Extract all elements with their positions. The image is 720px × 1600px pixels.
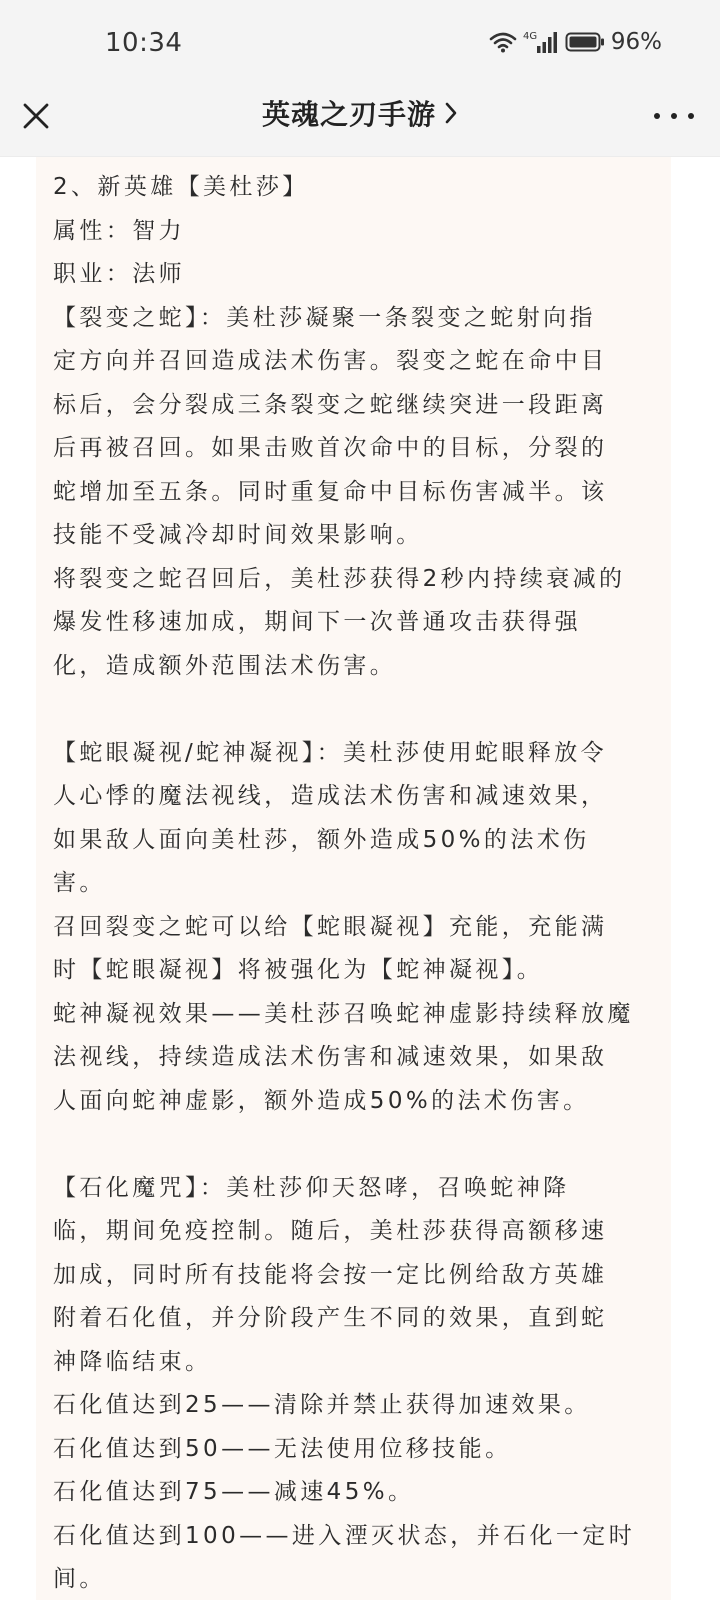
status-indicators xyxy=(489,29,662,55)
article-line: 附着石化值，并分阶段产生不同的效果，直到蛇 xyxy=(53,1305,608,1331)
article-line: 人心悸的魔法视线，造成法术伤害和减速效果， xyxy=(53,783,608,809)
article-line: 属性：智力 xyxy=(53,217,185,244)
article-line: 神降临结束。 xyxy=(53,1348,212,1375)
article-line: 时【蛇眼凝视】将被强化为【蛇神凝视】。 xyxy=(53,957,544,983)
article-line: 爆发性移速加成，期间下一次普通攻击获得强 xyxy=(53,609,581,635)
article-line: 害。 xyxy=(53,870,106,896)
article-line: 技能不受减冷却时间效果影响。 xyxy=(53,522,423,548)
article-line: 标后，会分裂成三条裂变之蛇继续突进一段距离 xyxy=(53,391,608,418)
article-line: 【石化魔咒】：美杜莎仰天怒哮，召唤蛇神降 xyxy=(53,1174,570,1201)
article-line: 定方向并召回造成法术伤害。裂变之蛇在命中目 xyxy=(53,348,608,374)
more-button[interactable] xyxy=(654,104,694,128)
more-icon-dot xyxy=(671,113,677,119)
status-time: 10:34 xyxy=(105,28,183,58)
chevron-right-icon xyxy=(444,101,458,125)
article-line: 如果敌人面向美杜莎，额外造成50%的法术伤 xyxy=(53,826,590,853)
paragraph-spacer xyxy=(53,1123,655,1167)
account-title-link[interactable] xyxy=(0,93,720,133)
article-content xyxy=(53,166,655,1600)
battery-icon xyxy=(565,31,605,53)
nav-bar xyxy=(0,88,720,157)
article-line: 2、新英雄【美杜莎】 xyxy=(53,174,309,200)
network-type-label: 4G xyxy=(522,31,537,42)
status-bar xyxy=(0,0,720,88)
article-line: 【裂变之蛇】：美杜莎凝聚一条裂变之蛇射向指 xyxy=(53,304,596,331)
article-line: 临，期间免疫控制。随后，美杜莎获得高额移速 xyxy=(53,1218,608,1244)
more-icon xyxy=(654,113,660,119)
signal-icon xyxy=(523,29,559,55)
article-line: 蛇增加至五条。同时重复命中目标伤害减半。该 xyxy=(53,478,608,505)
more-icon-dot xyxy=(688,113,694,119)
article-line: 召回裂变之蛇可以给【蛇眼凝视】充能，充能满 xyxy=(53,913,608,940)
article-line: 法视线，持续造成法术伤害和减速效果，如果敌 xyxy=(53,1044,608,1070)
article-line: 【蛇眼凝视/蛇神凝视】：美杜莎使用蛇眼释放令 xyxy=(53,739,608,766)
article-line: 间。 xyxy=(53,1566,106,1592)
article-line: 后再被召回。如果击败首次命中的目标，分裂的 xyxy=(53,435,608,461)
paragraph-spacer xyxy=(53,688,655,732)
page-title: 英魂之刃手游 xyxy=(261,98,436,131)
article-line: 人面向蛇神虚影，额外造成50%的法术伤害。 xyxy=(53,1087,590,1114)
article-body xyxy=(36,157,671,1600)
article-line: 石化值达到25——清除并禁止获得加速效果。 xyxy=(53,1392,591,1418)
wifi-icon xyxy=(489,31,517,53)
article-line: 化，造成额外范围法术伤害。 xyxy=(53,652,397,679)
article-line: 职业：法师 xyxy=(53,261,185,287)
battery-percent: 96% xyxy=(610,29,662,55)
article-line: 加成，同时所有技能将会按一定比例给敌方英雄 xyxy=(53,1261,608,1288)
article-line: 将裂变之蛇召回后，美杜莎获得2秒内持续衰减的 xyxy=(53,565,626,592)
article-line: 蛇神凝视效果——美杜莎召唤蛇神虚影持续释放魔 xyxy=(53,1000,634,1027)
article-line: 石化值达到100——进入湮灭状态，并石化一定时 xyxy=(53,1522,636,1549)
article-line: 石化值达到50——无法使用位移技能。 xyxy=(53,1435,512,1462)
article-line: 石化值达到75——减速45%。 xyxy=(53,1479,415,1505)
